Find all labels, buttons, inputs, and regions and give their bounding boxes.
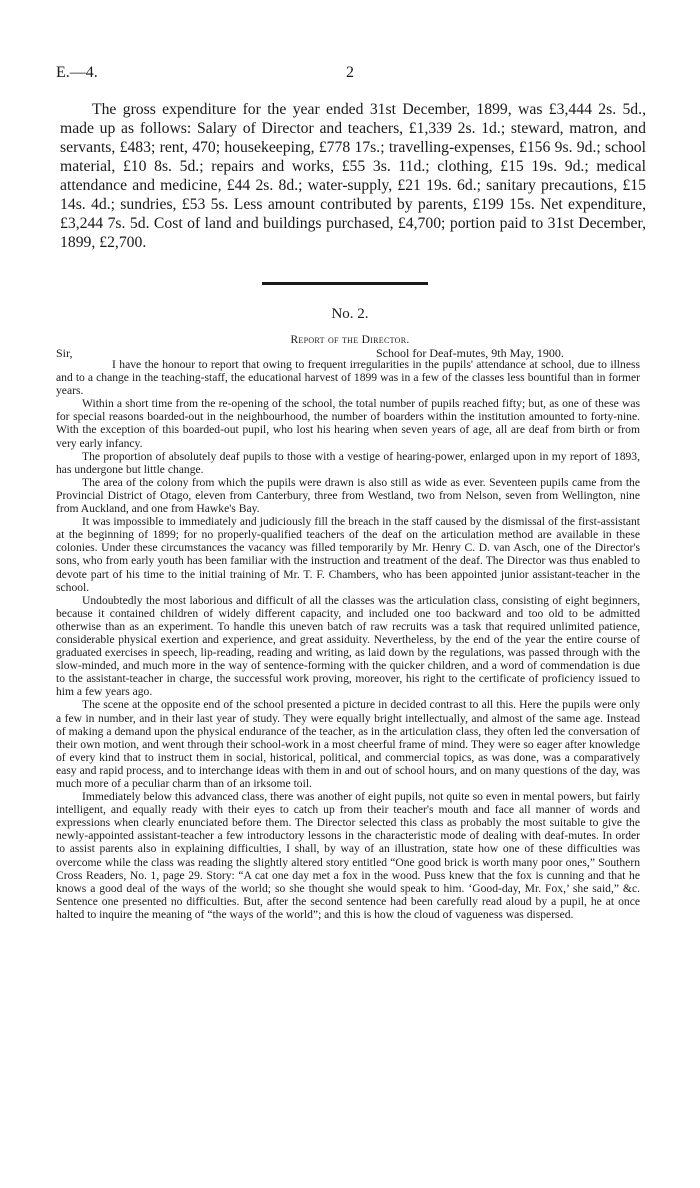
report-paragraph: Immediately below this advanced class, there was another of eight pupils, not quite so even in mental powers, but fairly intelligent, and equally ready with their eyes to catch up from their teacher's mouth and face all manner of words and expressions when clearly enunciated before them. The Director selected this class as probably the most suitable to give the newly-appointed assistant-teacher a few introductory lessons in the characteristic mode of dealing with deaf-mutes. In order to assist parents also in explaining difficulties, I shall, by way of an illustration, state how one of these difficulties was overcome while the class was reading the slightly altered story entitled “One good brick is worth many poor ones,” Southern Cross Readers, No. 1, page 29. Story: “A cat one day met a fox in the wood. Puss knew that the fox is cunning and that he knows a good deal of the ways of the world; so she thought she would speak to him. ‘Good-day, Mr. Fox,’ she said,” &c. Sentence one presented no difficulties. But, after the second sentence had been carefully read aloud by a pupil, he at once halted to inquire the meaning of “the ways of the world”; and this is how the cloud of vagueness was dispersed. <box>56 790 640 921</box>
expenditure-paragraph: The gross expenditure for the year ended 31st December, 1899, was £3,444 2s. 5d., made up as follows: Salary of Director and teachers, £1,339 2s. 1d.; steward, matron, and servants, £483; rent, 470; housekeeping, £778 17s.; travelling-expenses, £156 9s. 9d.; school material, £10 8s. 5d.; repairs and works, £55 3s. 11d.; clothing, £15 19s. 9d.; medical attendance and medicine, £44 2s. 8d.; water-supply, £21 19s. 6d.; sanitary precautions, £15 14s. 4d.; sundries, £53 5s. Less amount contributed by parents, £199 15s. Net expenditure, £3,244 7s. 5d. Cost of land and buildings purchased, £4,700; portion paid to 31st December, 1899, £2,700. <box>60 101 646 251</box>
report-body <box>56 358 640 921</box>
report-paragraph: The proportion of absolutely deaf pupils to those with a vestige of hearing-power, enlarged upon in my report of 1893, has undergone but little change. <box>56 449 640 476</box>
place-date-line: School for Deaf-mutes, 9th May, 1900. <box>376 346 564 360</box>
page-reference: E.—4. <box>56 64 98 81</box>
report-paragraph: It was impossible to immediately and judiciously fill the breach in the staff caused by the dismissal of the first-assistant at the beginning of 1899; for no properly-qualified teachers of the deaf on the articulation method are available in these colonies. Under these circumstances the vacancy was filled temporarily by Mr. Henry C. D. van Asch, one of the Director's sons, who from early youth has been familiar with the instruction and treatment of the deaf. The Director was thus enabled to devote part of his time to the initial training of Mr. T. F. Chambers, who has been appointed junior assistant-teacher in the school. <box>56 515 640 594</box>
salutation: Sir, <box>56 346 73 360</box>
report-paragraph: Undoubtedly the most laborious and difficult of all the classes was the articulation class, consisting of eight beginners, because it contained children of widely different capacity, and included one too backward and too old to be admitted otherwise than as an experiment. To handle this uneven batch of raw recruits was a task that required unlimited patience, considerable physical exertion and experience, and great assiduity. Nevertheless, by the end of the year the entire course of graduated exercises in speech, lip-reading, reading and writing, as laid down by the regulations, was passed through with the slow-minded, and much more in the way of sentence-forming with the quicker children, and a word of commendation is due to the assistant-teacher in charge, the successful work proving, moreover, his right to the certificate of proficiency issued to him a few years ago. <box>56 593 640 699</box>
section-divider <box>262 282 428 285</box>
report-paragraph: The area of the colony from which the pupils were drawn is also still as wide as ever. Seventeen pupils came from the Provincial District of Otago, eleven from Canterbury, three from Westland, two from Nelson, seven from Wellington, nine from Auckland, and one from Hawke's Bay. <box>56 475 640 516</box>
report-paragraph: I have the honour to report that owing to frequent irregularities in the pupils' attendance at school, due to illness and to a change in the teaching-staff, the educational harvest of 1899 was in a few of the classes less bountiful than in former years. <box>56 358 640 398</box>
report-paragraph: The scene at the opposite end of the school presented a picture in decided contrast to all this. Here the pupils were only a few in number, and in their last year of study. They were equally bright intellectually, and almost of the same age. Instead of making a demand upon the physical endurance of the teacher, as in the articulation class, they often led the conversation of their own motion, and went through their school-work in a most cheerful frame of mind. They were so eager after knowledge of every kind that to instruct them in social, historical, political, and commercial topics, as was done, was a comparatively easy and rapid process, and to interchange ideas with them in and out of school hours, and on many questions of the day, was much more of a peculiar charm than of an irksome toil. <box>56 698 640 790</box>
report-title: Report of the Director. <box>290 334 410 346</box>
page-number: 2 <box>346 64 354 81</box>
report-paragraph: Within a short time from the re-opening of the school, the total number of pupils reached fifty; but, as one of these was for special reasons boarded-out in the neighbourhood, the number of boarders within the institution amounted to forty-nine. With the exception of this boarded-out pupil, who lost his hearing when seven years of age, all are deaf from birth or from very early infancy. <box>56 397 640 450</box>
report-number-heading: No. 2. <box>331 306 369 322</box>
